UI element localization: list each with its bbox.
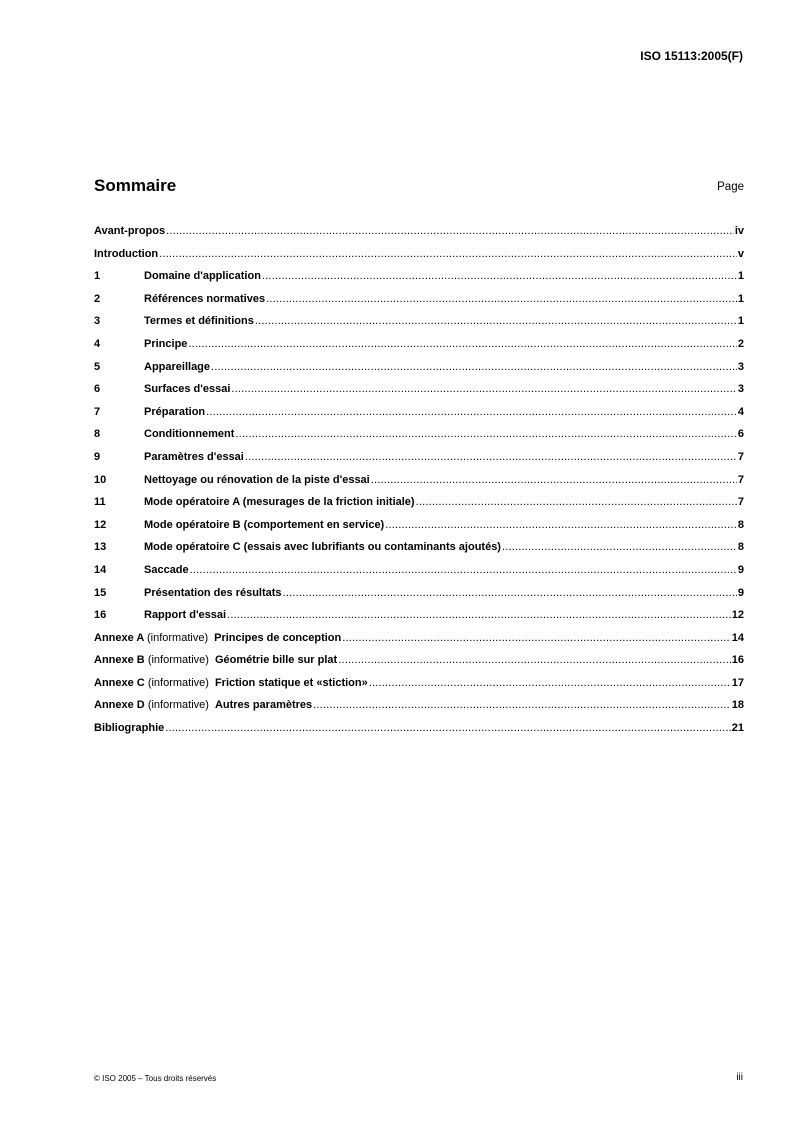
- toc-entry-label: Saccade: [144, 563, 189, 576]
- dot-leader: [313, 699, 731, 711]
- dot-leader: [159, 248, 737, 260]
- dot-leader: [266, 293, 737, 305]
- dot-leader: [227, 609, 731, 621]
- dot-leader: [283, 587, 737, 599]
- toc-entry-number: 9: [94, 450, 101, 463]
- dot-leader: [262, 270, 737, 282]
- toc-entry-label: Mode opératoire C (essais avec lubrifiants ou contaminants ajoutés): [144, 541, 501, 554]
- toc-entry-page: 7: [737, 450, 744, 463]
- toc-entry-annex-d[interactable]: [94, 699, 744, 722]
- toc-entry-section-2[interactable]: [94, 293, 744, 316]
- toc-entry-section-7[interactable]: [94, 406, 744, 429]
- toc-entry-number: 2: [94, 292, 101, 305]
- toc-entry-section-11[interactable]: [94, 496, 744, 519]
- dot-leader: [342, 632, 731, 644]
- toc-entry-page: 17: [731, 676, 744, 689]
- toc-entry-number: 3: [94, 315, 101, 328]
- dot-leader: [166, 225, 734, 237]
- toc-entry-page: v: [737, 247, 744, 260]
- toc-entry-label: Mode opératoire B (comportement en service): [144, 518, 385, 531]
- toc-entry-section-10[interactable]: [94, 474, 744, 497]
- toc-entry-label: Préparation: [144, 405, 206, 418]
- dot-leader: [338, 654, 731, 666]
- toc-entry-section-8[interactable]: [94, 428, 744, 451]
- toc-entry-section-3[interactable]: [94, 315, 744, 338]
- dot-leader: [502, 541, 737, 553]
- toc-entry-introduction[interactable]: [94, 248, 744, 271]
- toc-entry-label: Géométrie bille sur plat: [214, 654, 338, 667]
- toc-entry-page: 4: [737, 405, 744, 418]
- toc-entry-label: Mode opératoire A (mesurages de la friction initiale): [144, 496, 415, 509]
- annex-prefix: [94, 677, 215, 689]
- table-of-contents: [94, 225, 744, 745]
- toc-entry-label: Bibliographie: [94, 722, 165, 735]
- toc-entry-number: 15: [94, 586, 107, 599]
- toc-entry-label: Rapport d'essai: [144, 609, 227, 622]
- page-column-label: Page: [717, 181, 744, 193]
- annex-informative: (informative): [146, 631, 209, 644]
- toc-entry-label: Autres paramètres: [214, 699, 313, 712]
- page-number: iii: [736, 1072, 743, 1083]
- toc-entry-label: Appareillage: [144, 360, 211, 373]
- toc-entry-page: 1: [737, 270, 744, 283]
- toc-entry-annex-a[interactable]: [94, 632, 744, 655]
- toc-entry-section-9[interactable]: [94, 451, 744, 474]
- toc-entry-section-5[interactable]: [94, 361, 744, 384]
- toc-entry-page: 7: [737, 473, 744, 486]
- contents-heading: [94, 176, 744, 198]
- toc-entry-label: Principes de conception: [214, 631, 342, 644]
- toc-entry-page: iv: [734, 225, 744, 237]
- toc-entry-section-14[interactable]: [94, 564, 744, 587]
- toc-entry-label: Surfaces d'essai: [144, 383, 231, 396]
- toc-entry-section-16[interactable]: [94, 609, 744, 632]
- document-id: ISO 15113:2005(F): [640, 49, 743, 63]
- toc-entry-section-13[interactable]: [94, 541, 744, 564]
- toc-entry-bibliographie[interactable]: [94, 722, 744, 745]
- toc-entry-avant-propos[interactable]: [94, 225, 744, 248]
- annex-prefix: [94, 654, 215, 666]
- dot-leader: [369, 677, 731, 689]
- toc-entry-page: 21: [731, 722, 744, 735]
- toc-entry-page: 8: [737, 541, 744, 554]
- toc-entry-annex-c[interactable]: [94, 677, 744, 700]
- toc-entry-number: 7: [94, 405, 101, 418]
- toc-entry-number: 1: [94, 270, 101, 283]
- annex-prefix: [94, 699, 215, 711]
- annex-informative: (informative): [147, 699, 209, 712]
- toc-entry-section-15[interactable]: [94, 587, 744, 610]
- toc-entry-section-12[interactable]: [94, 519, 744, 542]
- dot-leader: [211, 361, 737, 373]
- toc-entry-label: Paramètres d'essai: [144, 450, 244, 463]
- dot-leader: [231, 383, 736, 395]
- toc-entry-page: 1: [737, 292, 744, 305]
- dot-leader: [165, 722, 730, 734]
- toc-entry-number: 4: [94, 337, 101, 350]
- dot-leader: [416, 496, 737, 508]
- annex-letter: Annexe D: [94, 699, 145, 712]
- toc-entry-page: 18: [731, 699, 744, 712]
- toc-entry-number: 16: [94, 609, 107, 622]
- toc-entry-page: 9: [737, 563, 744, 576]
- toc-entry-number: 12: [94, 518, 107, 531]
- toc-entry-section-6[interactable]: [94, 383, 744, 406]
- dot-leader: [371, 474, 737, 486]
- toc-entry-number: 8: [94, 428, 101, 441]
- toc-entry-number: 14: [94, 563, 107, 576]
- annex-letter: Annexe B: [94, 654, 145, 667]
- toc-entry-label: Conditionnement: [144, 428, 235, 441]
- dot-leader: [206, 406, 737, 418]
- toc-entry-page: 9: [737, 586, 744, 599]
- dot-leader: [255, 315, 737, 327]
- dot-leader: [385, 519, 737, 531]
- toc-entry-page: 3: [737, 360, 744, 373]
- annex-letter: Annexe C: [94, 676, 145, 689]
- copyright-notice: © ISO 2005 – Tous droits réservés: [94, 1074, 217, 1083]
- toc-entry-number: 10: [94, 473, 107, 486]
- toc-entry-page: 7: [737, 496, 744, 509]
- dot-leader: [235, 428, 736, 440]
- toc-entry-page: 3: [737, 383, 744, 396]
- toc-entry-label: Nettoyage ou rénovation de la piste d'essai: [144, 473, 370, 486]
- toc-entry-label: Domaine d'application: [144, 270, 261, 283]
- annex-informative: (informative): [147, 676, 209, 689]
- dot-leader: [245, 451, 737, 463]
- page-title: Sommaire: [94, 176, 177, 195]
- toc-entry-label: Principe: [144, 337, 188, 350]
- toc-entry-page: 2: [737, 337, 744, 350]
- toc-entry-number: 13: [94, 541, 107, 554]
- toc-entry-page: 12: [731, 609, 744, 622]
- toc-entry-section-1[interactable]: [94, 270, 744, 293]
- toc-entry-page: 1: [737, 315, 744, 328]
- toc-entry-number: 6: [94, 383, 101, 396]
- annex-letter: Annexe A: [94, 631, 144, 644]
- dot-leader: [188, 338, 736, 350]
- toc-entry-annex-b[interactable]: [94, 654, 744, 677]
- toc-entry-label: Termes et définitions: [144, 315, 254, 328]
- annex-prefix: [94, 632, 214, 644]
- toc-entry-label: Introduction: [94, 247, 159, 260]
- annex-informative: (informative): [147, 654, 209, 667]
- toc-entry-number: 5: [94, 360, 101, 373]
- toc-entry-page: 8: [737, 518, 744, 531]
- toc-entry-section-4[interactable]: [94, 338, 744, 361]
- dot-leader: [190, 564, 737, 576]
- toc-entry-label: Friction statique et «stiction»: [214, 676, 368, 689]
- toc-entry-label: Références normatives: [144, 292, 266, 305]
- toc-entry-label: Avant-propos: [94, 225, 166, 237]
- toc-entry-page: 16: [731, 654, 744, 667]
- toc-entry-number: 11: [94, 496, 106, 509]
- toc-entry-label: Présentation des résultats: [144, 586, 282, 599]
- toc-entry-page: 14: [731, 631, 744, 644]
- toc-entry-page: 6: [737, 428, 744, 441]
